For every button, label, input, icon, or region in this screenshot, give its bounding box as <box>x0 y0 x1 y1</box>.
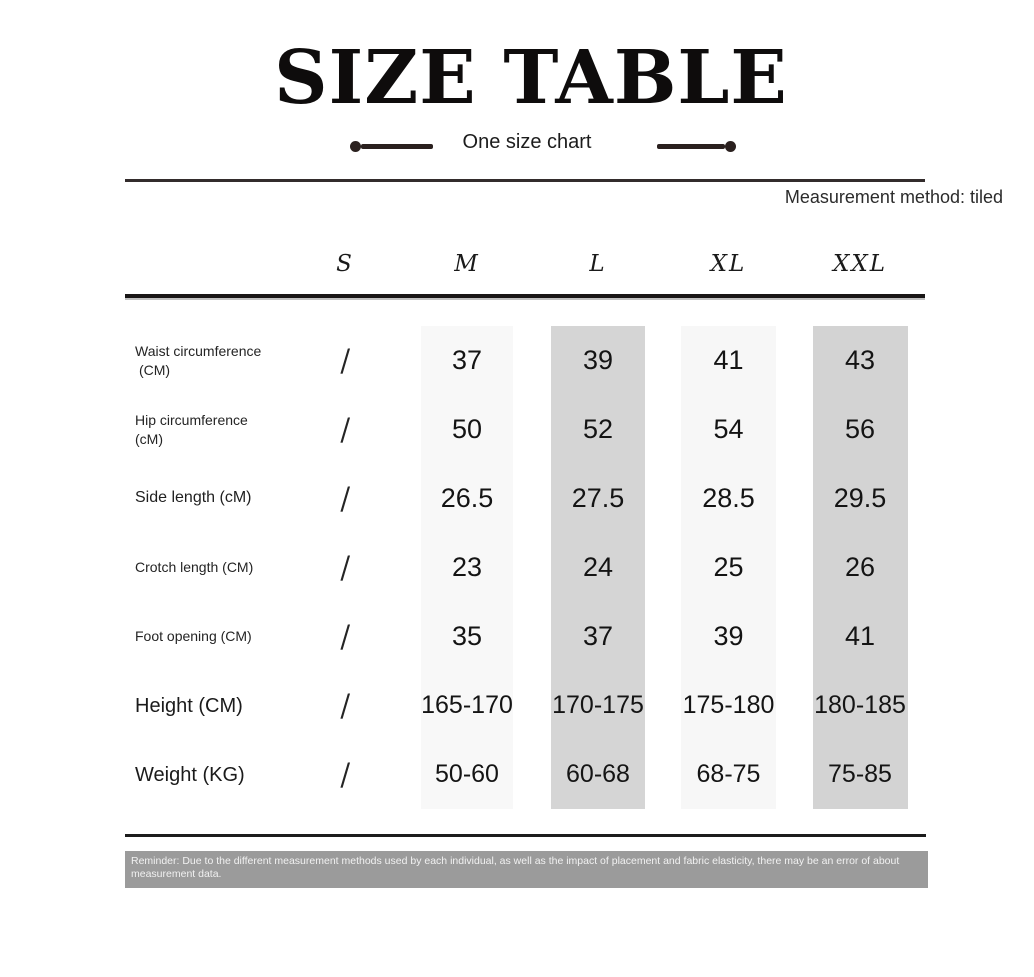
row-label-hip: Hip circumference (cM) <box>135 412 248 447</box>
size-table-body <box>125 326 925 809</box>
value-cell <box>290 740 400 809</box>
reminder-bar <box>125 851 928 888</box>
value-cell: 41 <box>713 345 744 375</box>
slash-placeholder: / <box>340 549 350 586</box>
row-label-foot-opening: Foot opening (CM) <box>135 628 252 645</box>
value-cell: 170-175 <box>552 691 644 719</box>
value-cell: 56 <box>844 414 876 444</box>
slash-placeholder: / <box>340 687 350 724</box>
value-cell: 41 <box>844 621 876 651</box>
value-cell: 28.5 <box>702 483 755 513</box>
value-cell: 43 <box>844 345 876 375</box>
value-cell: 26 <box>844 552 876 582</box>
value-cell: 180-185 <box>814 691 906 719</box>
value-cell: 35 <box>451 621 483 651</box>
value-cell: 54 <box>713 414 744 444</box>
value-cell: 23 <box>451 552 483 582</box>
slash-placeholder: / <box>340 756 350 793</box>
value-cell: 26.5 <box>440 483 494 513</box>
value-cell: 175-180 <box>682 691 775 719</box>
reminder-line-2: measurement data. <box>131 868 222 880</box>
value-cell: 52 <box>582 414 614 444</box>
bottom-rule <box>125 834 926 837</box>
right-dot-icon <box>725 141 736 152</box>
value-cell: 75-85 <box>828 760 892 788</box>
top-rule <box>125 179 925 182</box>
value-cell: 29.5 <box>833 483 887 513</box>
column-header-m: M <box>454 251 480 277</box>
column-header-s: S <box>336 251 354 277</box>
subtitle: One size chart <box>462 131 592 153</box>
value-cell: 27.5 <box>571 483 625 513</box>
value-cell <box>290 326 400 395</box>
reminder-line-1: Reminder: Due to the different measurement methods used by each individual, as well as the impact of placement and fabric elasticity, there may be an error of about <box>131 855 900 867</box>
value-cell <box>290 671 400 740</box>
header-spacer <box>125 251 290 277</box>
value-cell: 60-68 <box>566 760 630 788</box>
column-header-xxl: XXL <box>832 251 888 277</box>
row-label-height: Height (CM) <box>135 694 243 717</box>
table-grid <box>125 326 925 809</box>
slash-placeholder: / <box>340 411 350 448</box>
value-cell: 39 <box>582 345 614 375</box>
value-cell: 37 <box>582 621 614 651</box>
value-cell: 50 <box>451 414 483 444</box>
value-cell <box>290 533 400 602</box>
row-label-waist: Waist circumference (CM) <box>135 343 262 378</box>
row-label-side-length: Side length (cM) <box>135 489 252 507</box>
column-header-l: L <box>589 251 607 277</box>
row-label-weight: Weight (KG) <box>135 763 245 786</box>
value-cell <box>290 395 400 464</box>
measurement-method-note: Measurement method: tiled <box>784 187 1003 207</box>
header-rule <box>125 294 925 298</box>
page-title: SIZE TABLE <box>274 35 788 121</box>
column-header-xl: XL <box>710 251 747 277</box>
slash-placeholder: / <box>340 480 350 517</box>
value-cell: 24 <box>582 552 614 582</box>
row-label-crotch-length: Crotch length (CM) <box>135 559 254 576</box>
value-cell: 165-170 <box>421 691 513 719</box>
slash-placeholder: / <box>340 618 350 655</box>
value-cell: 39 <box>713 621 744 651</box>
value-cell <box>290 602 400 671</box>
subtitle-right-decoration <box>657 141 736 152</box>
value-cell: 50-60 <box>435 760 499 788</box>
right-line <box>657 144 725 149</box>
slash-placeholder: / <box>340 342 350 379</box>
value-cell: 68-75 <box>696 760 761 788</box>
value-cell: 37 <box>451 345 483 375</box>
value-cell <box>290 464 400 533</box>
value-cell: 25 <box>713 552 744 582</box>
size-header-row <box>125 251 925 277</box>
